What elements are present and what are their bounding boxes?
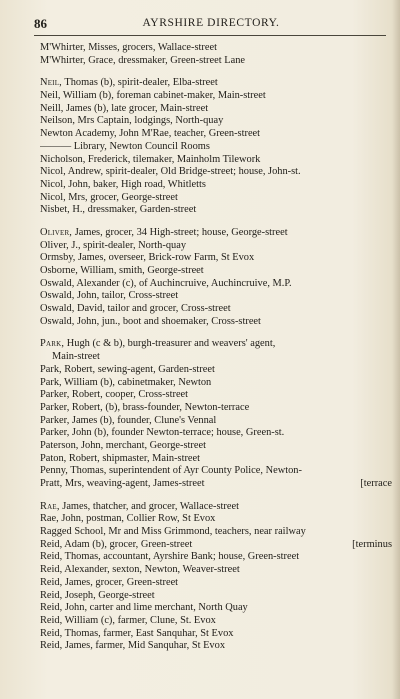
directory-entry xyxy=(40,252,392,265)
entry-body: Parker, Robert, cooper, Cross-street xyxy=(40,389,189,401)
entry-body: Osborne, William, smith, George-street xyxy=(40,265,204,276)
letter-section xyxy=(40,77,392,217)
directory-entry xyxy=(40,316,392,329)
entry-body: Reid, John, carter and lime merchant, North Quay xyxy=(40,602,248,614)
entry-body: Oswald, Alexander (c), of Auchincruive, Auchincruive, M.P. xyxy=(40,277,292,289)
entry-body: Nicol, John, baker, High road, Whitletts xyxy=(40,178,206,190)
entry-body: Nicol, Mrs, grocer, George-street xyxy=(40,191,178,203)
directory-entry xyxy=(40,115,392,128)
entry-body: Hugh (c & b), burgh-treasurer and weavers' agent, xyxy=(64,338,276,350)
entry-text xyxy=(40,338,275,349)
entry-body: Neilson, Mrs Captain, lodgings, North-quay xyxy=(40,115,224,127)
entry-text xyxy=(40,154,260,165)
entry-text xyxy=(40,204,196,215)
directory-entry xyxy=(40,590,392,603)
entry-text xyxy=(40,55,245,66)
entry-body: Reid, Thomas, accountant, Ayrshire Bank; house, Green-street xyxy=(40,551,300,563)
directory-entry xyxy=(40,415,392,428)
entry-text xyxy=(40,615,216,626)
directory-entry xyxy=(40,278,392,291)
letter-section xyxy=(40,338,392,490)
directory-entry xyxy=(40,204,392,217)
entry-body: Reid, Adam (b), grocer, Green-street xyxy=(40,538,193,550)
directory-entry xyxy=(40,551,392,564)
entry-body: Parker, John (b), founder Newton-terrace; house, Green-st. xyxy=(40,427,285,439)
letter-section xyxy=(40,42,392,67)
directory-entry xyxy=(40,478,392,491)
entry-text xyxy=(40,128,260,139)
entry-body: Main-street xyxy=(52,351,100,363)
entry-surname-lead: Rae, xyxy=(40,500,60,512)
directory-entry xyxy=(40,338,392,351)
directory-entry xyxy=(40,77,392,90)
entry-body: Reid, James, grocer, Green-street xyxy=(40,576,179,588)
entry-text xyxy=(40,402,249,413)
directory-entry xyxy=(40,303,392,316)
directory-entry xyxy=(40,90,392,103)
page-number: 86 xyxy=(34,16,47,31)
entry-body: Oswald, John, jun., boot and shoemaker, Cross-street xyxy=(40,315,261,327)
entry-text xyxy=(40,179,206,190)
entry-body: Nicholson, Frederick, tilemaker, Mainholm Tilework xyxy=(40,153,261,165)
entry-text xyxy=(40,192,178,203)
entry-text xyxy=(40,42,217,53)
entry-surname-lead: Neil, xyxy=(40,77,62,89)
entry-text xyxy=(40,90,266,101)
entry-text xyxy=(40,103,208,114)
entry-carryover: [terrace xyxy=(360,478,392,489)
entry-text xyxy=(40,303,231,314)
letter-section xyxy=(40,227,392,329)
entry-text xyxy=(40,278,292,289)
directory-entry xyxy=(40,628,392,641)
directory-entry xyxy=(40,402,392,415)
entry-body: Thomas (b), spirit-dealer, Elba-street xyxy=(61,77,218,89)
running-title: AYRSHIRE DIRECTORY. xyxy=(142,17,280,29)
entry-text xyxy=(40,252,254,263)
header-rule xyxy=(34,35,386,36)
entry-body: M'Whirter, Grace, dressmaker, Green-street Lane xyxy=(40,54,245,66)
entry-body: Park, William (b), cabinetmaker, Newton xyxy=(40,376,212,388)
entry-text xyxy=(40,440,206,451)
page-header xyxy=(34,16,388,34)
entry-text xyxy=(40,364,215,375)
directory-entry xyxy=(40,179,392,192)
entry-text xyxy=(40,539,192,552)
entry-text xyxy=(40,526,306,537)
entry-text xyxy=(52,351,100,362)
entry-body: Pratt, Mrs, weaving-agent, James-street xyxy=(40,478,205,489)
directory-entry xyxy=(40,364,392,377)
directory-entry xyxy=(40,128,392,141)
directory-entry xyxy=(40,501,392,514)
entry-text xyxy=(40,453,200,464)
entry-body: James, grocer, 34 High-street; house, George-street xyxy=(72,226,288,238)
directory-entry xyxy=(40,166,392,179)
entry-body: Oswald, John, tailor, Cross-street xyxy=(40,290,179,302)
directory-entry xyxy=(40,141,392,154)
entry-text xyxy=(40,513,215,524)
entry-text xyxy=(40,389,188,400)
entry-surname-lead: Park, xyxy=(40,338,65,350)
entry-body: Oswald, David, tailor and grocer, Cross-street xyxy=(40,303,231,315)
directory-entry xyxy=(40,440,392,453)
entry-text xyxy=(40,427,284,438)
directory-entry xyxy=(40,577,392,590)
directory-entry xyxy=(40,377,392,390)
entry-body: Paton, Robert, shipmaster, Main-street xyxy=(40,452,201,464)
directory-entry xyxy=(40,192,392,205)
directory-entry xyxy=(40,265,392,278)
directory-entry xyxy=(40,55,392,68)
directory-entry xyxy=(40,351,392,364)
entry-text xyxy=(40,77,218,88)
entry-text xyxy=(40,478,204,491)
entry-text xyxy=(40,640,225,651)
entry-body: Reid, Thomas, farmer, East Sanquhar, St Evox xyxy=(40,627,234,639)
entry-body: ——— Library, Newton Council Rooms xyxy=(40,140,210,152)
directory-entry xyxy=(40,240,392,253)
entry-text xyxy=(40,577,178,588)
entry-body: Nicol, Andrew, spirit-dealer, Old Bridge-street; house, John-st. xyxy=(40,166,301,178)
entry-text xyxy=(40,141,210,152)
entry-text xyxy=(40,316,261,327)
entry-body: Parker, Robert, (b), brass-founder, Newton-terrace xyxy=(40,401,250,413)
entry-body: Paterson, John, merchant, George-street xyxy=(40,439,207,451)
entry-body: Penny, Thomas, superintendent of Ayr County Police, Newton- xyxy=(40,465,302,477)
directory-entry xyxy=(40,615,392,628)
letter-section xyxy=(40,501,392,653)
entry-text xyxy=(40,564,240,575)
entry-text xyxy=(40,377,211,388)
entry-text xyxy=(40,290,178,301)
entry-body: Oliver, J., spirit-dealer, North-quay xyxy=(40,239,187,251)
entry-body: Parker, James (b), founder, Clune's Vennal xyxy=(40,414,217,426)
directory-entry xyxy=(40,290,392,303)
directory-entry xyxy=(40,42,392,55)
directory-entry xyxy=(40,640,392,653)
page-edge-shadow xyxy=(392,0,400,699)
directory-entry xyxy=(40,227,392,240)
directory-entry xyxy=(40,465,392,478)
directory-entry xyxy=(40,103,392,116)
entry-body: Newton Academy, John M'Rae, teacher, Green-street xyxy=(40,128,261,140)
entry-body: Reid, Joseph, George-street xyxy=(40,589,155,601)
entry-body: Neil, William (b), foreman cabinet-maker, Main-street xyxy=(40,90,266,102)
entry-body: Nisbet, H., dressmaker, Garden-street xyxy=(40,204,197,216)
entry-text xyxy=(40,227,288,238)
entry-body: James, thatcher, and grocer, Wallace-street xyxy=(59,500,239,512)
entry-body: Rae, John, postman, Collier Row, St Evox xyxy=(40,513,216,525)
directory-entry xyxy=(40,539,392,552)
entry-text xyxy=(40,240,186,251)
entry-surname-lead: Oliver, xyxy=(40,226,73,238)
directory-entry xyxy=(40,427,392,440)
entry-text xyxy=(40,551,299,562)
entry-body: Reid, Alexander, sexton, Newton, Weaver-street xyxy=(40,564,240,576)
directory-entry xyxy=(40,526,392,539)
entry-carryover: [terminus xyxy=(352,538,392,550)
entry-body: Ormsby, James, overseer, Brick-row Farm, St Evox xyxy=(40,252,255,264)
entry-text xyxy=(40,602,248,613)
entry-body: M'Whirter, Misses, grocers, Wallace-street xyxy=(40,42,218,53)
directory-entry xyxy=(40,389,392,402)
entry-text xyxy=(40,590,155,601)
entry-body: Reid, William (c), farmer, Clune, St. Evox xyxy=(40,614,216,626)
entry-text xyxy=(40,265,204,276)
entry-body: Reid, James, farmer, Mid Sanquhar, St Evox xyxy=(40,640,226,652)
directory-entry xyxy=(40,602,392,615)
entry-text xyxy=(40,628,233,639)
directory-listing xyxy=(40,42,392,663)
entry-body: Neill, James (b), late grocer, Main-street xyxy=(40,102,209,114)
entry-text xyxy=(40,465,302,476)
entry-text xyxy=(40,501,239,512)
entry-text xyxy=(40,415,216,426)
entry-body: Park, Robert, sewing-agent, Garden-street xyxy=(40,363,215,375)
directory-entry xyxy=(40,564,392,577)
directory-entry xyxy=(40,453,392,466)
directory-entry xyxy=(40,513,392,526)
entry-body: Ragged School, Mr and Miss Grimmond, teachers, near railway xyxy=(40,526,306,538)
entry-text xyxy=(40,166,301,177)
directory-entry xyxy=(40,154,392,167)
entry-text xyxy=(40,115,223,126)
